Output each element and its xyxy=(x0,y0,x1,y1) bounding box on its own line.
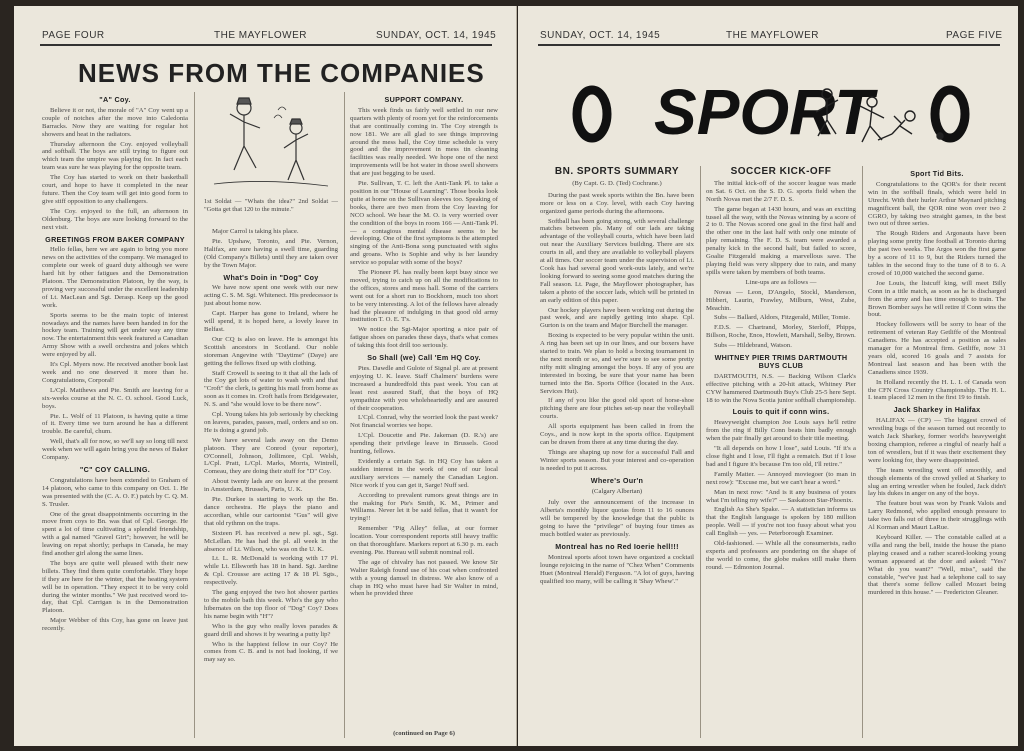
article-paragraph: If any of you like the good old sport of horse-shoe pitching there are four pitches set-up near the volleyball courts. xyxy=(540,397,694,421)
left-paper-name: THE MAYFLOWER xyxy=(214,30,307,41)
page-five xyxy=(518,6,1018,746)
keyboard-killer-brief: Keyboard Killer. — The constable called at a villa and rang the bell, inside the house the piano playing ceased and a rather scared-looking young woman appeared at the door and asked: "Yes? What do you want?" "Well, miss", said the constable, "we've just had a telephone call to say that there's some fellow called Mozart being murdered in this house." — Fredericton Gleaner. xyxy=(868,533,1006,597)
article-paragraph: All sports equipment has been called in from the Coys., and is now kept in the sports office. Equipment can be drawn from there at any time during the day. xyxy=(540,423,694,446)
page-title: NEWS FROM THE COMPANIES xyxy=(78,58,485,88)
article-paragraph: Evidently a certain Sgt. in HQ Coy has taken a sudden interest in the work of one of our local auxiliary services — namely the Canadian Legion. Nice work if you can get it, Sarge! Nuff sed. xyxy=(350,457,498,489)
article-paragraph: In Holland recently the H. L. I. of Canada won the CFN Cross Country Championship. The H. L. I. team placed 12 men in the first 19 to finish. xyxy=(868,378,1006,402)
article-paragraph: Who is the guy who really loves parades & guard drill and shows it by wearing a putty lip? xyxy=(204,622,338,638)
section-heading: What's Doin in "Dog" Coy xyxy=(223,272,319,282)
soldiers-cartoon xyxy=(204,88,334,196)
sport-banner-graphic xyxy=(572,64,972,160)
article-paragraph: Softball has been going strong, with several challenge matches between pls. Many of our lads are taking advantage of the volleyball courts, which have been laid out near the Auxiliary Services building. There are six courts in all, and they are available to volleyball players at all times. Our soccer team under the supervision of Lt. Cook has had several good work-outs lately, and we're looking forward to seeing some good matches during the Fall season. Lt. Page, the Mayflower photographer, has taken a photo of the soccer lads, which will be printed in an early edition of this paper. xyxy=(540,217,694,304)
news-brief: Family Matter. — Annoyed moviegoer (to man in next row): "Excuse me, but we can't hear a word." xyxy=(706,470,856,486)
news-brief: English As She's Spake. — A statistician informs us that the English language is spoken by 180 million people. Well — if you're not too fussy about what you call English — yes. — Peterborough Examiner. xyxy=(706,506,856,538)
column-divider xyxy=(344,92,345,738)
right-page-label: PAGE FIVE xyxy=(946,30,1003,41)
right-date: SUNDAY, OCT. 14, 1945 xyxy=(540,30,661,41)
right-paper-name: THE MAYFLOWER xyxy=(726,30,819,41)
montreal-heading: Montreal has no Red Ioerie hell!!! xyxy=(555,541,679,551)
article-paragraph: Sports seems to be the main topic of interest nowadays and the names have been handed in for the hockey team. Training will get under way any time now. The entertainment this week featured a Canadian Army Show with a swell orchestra and jokes which were enjoyed by all. xyxy=(42,311,188,359)
section-heading: SUPPORT COMPANY. xyxy=(384,95,464,104)
article-paragraph: Our hockey players have been working out during the past week, and are rapidly getting into shape. Cpl. Gurton is on the team and Major Burchell the manager. xyxy=(540,306,694,330)
article-paragraph: The game began at 1430 hours, and was an exciting tussel all the way, with the Novas winning by a score of 2 to 0. The Novas scored one goal in the first half and the other one in the last half with only one minute of play remaining. The F. D. S. team were awarded a penalty kick in the second half, but failed to score, Goalie Fitzgerald making a marvellous save. The playing field was very slippery due to rain, and many spills were taken by members of both teams. xyxy=(706,205,856,276)
article-paragraph: The feature bout was won by Frank Valois and Larry Redmond, who applied enough pressure to take two falls out of three in their strugglings with Al Korman and Mauri LaRue. xyxy=(868,500,1006,532)
article-paragraph: The boys are quite well pleased with their new billets. They find them quite comfortable. They hope if they are here for the winter, that the heating system will be in operation. "They expect it to be very cold during the winter months." We just received word to-day, that Cpl. Carrigan is in the Demonstration Platoon. xyxy=(42,559,188,615)
article-paragraph: Boxing is expected to be very popular within the unit. A ring has been set up in our lines, and our boxers have started to train. We plan to hold a boxing tournament in the next month or so, and we're sure to see some pretty nifty mitt slinging amongst the boys. If any of you are interested in boxing, be sure that your name has been turned into the Bn. Sports Office (located in the Aux. Services Hut). xyxy=(540,332,694,395)
wheres-ourn-heading: Where's Our'n xyxy=(590,475,644,485)
article-paragraph: Things are shaping up now for a successful Fall and Winter sports season. But your interest and co-operation is needed to put it across. xyxy=(540,448,694,472)
article-paragraph: HALIFAX — (CP) — The biggest crowd of wrestling bugs of the season turned out recently to watch Jack Sharkey, former world's heavyweight boxing champion, referee a ringful of nearly half a ton of wrestlers, but if it was their excitement they were looking for, they were disappointed. xyxy=(868,417,1006,464)
continued-note: (continued on Page 6) xyxy=(393,730,455,737)
louis-heading: Louis to quit if conn wins. xyxy=(732,407,830,417)
article-paragraph: This week finds us fairly well settled in our new quarters with plenty of room yet for the reinforcements that are continually coming in. The Coy strength is now 181. We are all glad to see things improving around the mess hall, the Coy time schedule is very good and the improvement in mess tin cleaning facilities was really needed. We hope one of the next improvements will be hot water in those swell showers that are just begging to be used. xyxy=(350,106,498,178)
right-column-3 xyxy=(868,166,1006,740)
article-paragraph: About twenty lads are on leave at the present in Amsterdam, Brussels, Paris, U. K. xyxy=(204,478,338,494)
article-paragraph: Hockey followers will be sorry to hear of the retirement of veteran Ray Getliffe of the Montreal Canadiens. He has accepted a position as sales manager for a Montreal firm. Getliffe, now 31 years old, scored 16 goals and 7 assists for Montreal last season and has been with the Canadiens since 1939. xyxy=(868,321,1006,376)
left-column-1 xyxy=(42,92,188,740)
lineup-entry: Subs — Hildebrand, Watson. xyxy=(714,342,792,350)
column-divider xyxy=(194,92,195,738)
article-paragraph: Well, that's all for now, so we'll say so long till next week when we will again bring you the news of Baker Company. xyxy=(42,438,188,462)
article-paragraph: The age of chivalry has not passed. We know Sir Walter Raleigh found use of his coat when confronted with a young damsel in distress. We also know of a chap in HQ who must have had Sir Walter in mind, when he provided three xyxy=(350,558,498,598)
article-paragraph: Major Webber of this Coy, has gone on leave just recently. xyxy=(42,617,188,633)
article-paragraph: One of the great disappointments occurring in the move from coys to Bn. was that of Cpl. George. He spent a lot of time cultivating a splendid friendship, with a gal named "Gravel Girt"; however, he will be leaving on repat shortly; perhaps in Canada, he may find another girl along the same lines. xyxy=(42,510,188,558)
newspaper-spread xyxy=(14,6,1018,746)
article-paragraph: Congratulations to the QOR's for their recent win in the softball finals, which were held in Utrecht. With their hurler Arthur Maynard pitching magnificent ball, the QOR nine won over two 2 CGRO, by taking two straight games, in the best two out of three series. xyxy=(868,180,1006,228)
article-paragraph: Pte. L. Wolf of 11 Platoon, is having quite a time of it. Every time we turn around he has a different trouble. Be careful, chum. xyxy=(42,412,188,436)
article-paragraph: Joe Louis, the listcuff king, will meet Billy Conn in a title match, as soon as he is discharged from the army and has time enough to train. The Brown Bomber says he will retire if Conn wins the bout. xyxy=(868,279,1006,319)
left-header-rule xyxy=(40,44,492,46)
soccer-heading: SOCCER KICK-OFF xyxy=(730,166,832,177)
right-column-1 xyxy=(540,166,694,740)
article-paragraph: Hello fellas, here we are again to bring you more news on the activities of the company. We managed to complete our week of guard duty although we were hard hit by other fatigues and the Demonstration Platoon. The Demonstration Platoon, by the way, is proving very successful under the excellent leadership of Lt. MacLean and Sgt. Derasp. Keep up the good work. xyxy=(42,246,188,309)
article-paragraph: Pte. Sullivan, T. C. left the Anti-Tank Pl. to take a position in our "House of Learning". Those books look quite at home on the Sullivan sleeves too. Speaking of books, there are two men from the Coy leaving for NCO school. We hear the M. O. is very worried over the condition of the boys in room 166 — Anti-Tank Pl. — a contagious mental disease seems to be developing. One of the first symptoms is the attempted singing of the Anti-Bona song punctuated with sighs and groans. Who is Sophie and why is her laundry service so popular with some of the boys? xyxy=(350,180,498,267)
article-paragraph: Pte. Upshaw, Toronto, and Pte. Vernon, Halifax, are sure having a swell time, guarding (Old Company's Billets) until they are taken over by the Town Major. xyxy=(204,237,338,269)
lineup-intro: Line-ups are as follows — xyxy=(745,278,817,286)
section-heading: So Shall (we) Call 'Em HQ Coy. xyxy=(367,353,481,363)
banner-text: SPORT xyxy=(654,76,874,148)
news-brief: Man in next row: "And is it any business of yours what I'm telling my wife?" — Saskatoon Star-Phoenix. xyxy=(706,488,856,504)
article-paragraph: Major Carrol is taking his place. xyxy=(212,228,299,235)
sports-summary-heading: BN. SPORTS SUMMARY xyxy=(554,166,680,177)
article-paragraph: Remember "Pig Alley" fellas, at our former location. Your correspondent reports still heavy traffic on that thoroughfare. Markers report at 6.30 p. m. each evening. Pte. Hureau will submit nominal roll. xyxy=(350,525,498,556)
right-column-2 xyxy=(706,166,856,740)
article-paragraph: The initial kick-off of the soccer league was made on Sat. 6 Oct. on the S. D. G. sports field when the North Novas met the 2/7 F. D. S. xyxy=(706,179,856,203)
article-paragraph: DARTMOUTH, N.S. — Backing Wilson Clark's effective pitching with a 20-hit attack, Whitney Pier CYW hammered Dartmouth Buy's Club 25-5 here Sept. 18 to win the Nova Scotia junior softball championship. xyxy=(706,372,856,404)
article-paragraph: According to prevalent rumors great things are in the making for Pte's Smith, K. M., Primer and Williams. Never let it be said fellas, that it wasn't for trying!! xyxy=(350,491,498,523)
article-paragraph: During the past week sports within the Bn. have been more or less on a Coy. level, with each Coy having organized game periods during the afternoons. xyxy=(540,191,694,215)
article-paragraph: It's Cpl. Myers now. He received another book last week and no one deserved it more than he. Congratulations, Corporal! xyxy=(42,361,188,384)
article-paragraph: The Coy. enjoyed to the full, an afternoon in Oldenburg. The boys are sure looking forward to the next visit. xyxy=(42,207,188,231)
article-paragraph: The gang enjoyed the two hot shower parties to the mobile bath this week. Who's the guy who hibernates on the top floor of "Dog" Coy? Does his name begin with "H"? xyxy=(204,589,338,620)
article-paragraph: We have several lads away on the Demo platoon. They are Conrod (your reporter), O'Connell, Johnson, Jollimore, Cpl. Welsh, L/Cpl. Pratt, L/Cpl. Marks, Morris, Wintrell, Comeau, they are doing their stuff for "D" Coy. xyxy=(204,436,338,476)
left-date: SUNDAY, OCT. 14, 1945 xyxy=(376,30,497,41)
article-paragraph: We notice the Sgt-Major sporting a nice pair of fatigue shoes on parades these days, that's what comes of taking this foot drill too seriously. xyxy=(350,326,498,350)
article-paragraph: Pte. Durkee is starting to work up the Bn. dance orchestra. He plays the piano and accordian, while our cartoonist "Gus" will give that old rythmn on the traps. xyxy=(204,496,338,527)
article-paragraph: Capt. Harper has gone to Ireland, where he will spend, it is hoped here, a lovely leave in Belfast. xyxy=(204,310,338,333)
section-heading: "C" COY CALLING. xyxy=(79,464,151,474)
article-paragraph: Who is the happiest fellow in our Coy? He comes from C. B. and is not bad looking, if we may say so. xyxy=(204,640,338,664)
article-paragraph: L'Cpl. Doucette and Pte. Jakeman (D. R.'s) are spending their privilege leave in Brussels. Good hunting, fellows. xyxy=(350,432,498,456)
article-paragraph: Heavyweight champion Joe Louis says he'll retire from the ring if Billy Conn beats him badly enough when the pair finally get around to their title meeting. xyxy=(706,419,856,443)
section-heading: GREETINGS FROM BAKER COMPANY xyxy=(45,234,185,244)
article-paragraph: "It all depends on how I lose", said Louis. "If it's a close fight and I lose, I'll fight a rematch. But if I lose bad and I figure it's because I'm too old, I'll retire." xyxy=(706,445,856,468)
article-paragraph: We have now spent one week with our new acting C. S. M. Sgt. Whitenect. His predecessor is just about home now. xyxy=(204,284,338,308)
article-paragraph: Cpl. Young takes his job seriously by checking on leaves, parades, passes, mail, orders and so on. He is doing a grand job. xyxy=(204,411,338,434)
lineup-entry: Novas — Leon, D'Angelo, Stockl, Manderson, Hibbert, Laurin, Frawley, Milburn, West, Zube, Meachin. xyxy=(706,288,856,312)
left-column-2 xyxy=(204,228,338,740)
lineup-entry: F.D.S. — Chartrand, Morley, Sterloff, Phipps, Billson, Roche, Enos, Howlett, Marshall, Selby, Brown. xyxy=(706,324,856,340)
sharkey-heading: Jack Sharkey in Halifax xyxy=(893,405,981,415)
article-paragraph: The Pioneer Pl. has really been kept busy since we moved, trying to catch up on all the modifications to the offices, stores and mess hall. Some of the carriers went out for a short run to Bockhorn, much too short to be very interesting. A lot of the fellows have already had the pleasure of indulging in that good old army institution T. O. E. T's. xyxy=(350,269,498,324)
article-paragraph: Ptes. Dawdle and Gulote of Signal pl. are at present enjoying U. K. leave. Staff Chalmers' burdens were increased a hundredfold this past week. You can at least rest assured Staff, that the boys of HQ sympathize with you wholeheartedly and are assured of their cooperation. xyxy=(350,365,498,412)
lineup-entry: Subs — Ballard, Aldors, Fitzgerald, Miller, Tomie. xyxy=(714,314,851,322)
left-page-label: PAGE FOUR xyxy=(42,30,105,41)
article-paragraph: The Coy has started to work on their basketball court, and hope to have it completed in the near future. Then the Coy team will get into good form to give stiff opposition to any challengers. xyxy=(42,174,188,205)
article-paragraph: The team wrestling went off smoothly, and though elements of the crowd yelled at Sharkey to slug an erring wrestler when he fouled, Jack didn't lay his dukes in anger on any of the boys. xyxy=(868,466,1006,498)
article-paragraph: The Rough Riders and Argonauts have been playing some pretty fine football at Toronto during the past two weeks. The Argos won the first game by a score of 11 to 9, but the Riders turned the tables in the second fray to the tune of 8 to 6. A crowd of 10,000 watched the second game. xyxy=(868,230,1006,277)
section-heading: "A" Coy. xyxy=(99,95,131,104)
wheres-ourn-byline: (Calgary Albertan) xyxy=(591,487,643,495)
article-paragraph: July over the announcement of the increase in Alberta's monthly liquor quotas from 11 to 16 ounces will be tempered by the knowledge that the public is going to have the "privilege" of buying four times as much bottled water as previously. xyxy=(540,499,694,539)
sports-summary-byline: (By Capt. G. D. (Ted) Cochrane.) xyxy=(572,179,662,187)
whitney-pier-heading: WHITNEY PIER TRIMS DARTMOUTH BUYS CLUB xyxy=(714,353,848,370)
news-brief: Old-fashioned. — While all the consumerists, radio experts and professors are pondering on the shape of the world to come, the globe makes still make them round. — Edmonton Journal. xyxy=(706,540,856,571)
cartoon-caption: 1st Soldat — "Whats the idea?" 2nd Soldat — "Gotta get that 120 to the minute." xyxy=(204,198,338,213)
article-paragraph: L/Cpl. Matthews and Pte. Smith are leaving for a six-weeks course at the N. C. O. school. Good Luck, boys. xyxy=(42,386,188,410)
article-paragraph: Believe it or not, the morale of "A" Coy went up a couple of notches after the move into Caledonia Barracks. Now they are waiting for regular hot showers and heat in the radiators. xyxy=(42,106,188,138)
column-divider xyxy=(862,166,863,738)
right-header-rule xyxy=(538,44,1000,46)
article-paragraph: L'Cpl. Conrad, why the worried look the past week? Not financial worries we hope. xyxy=(350,414,498,430)
article-paragraph: Staff Crowell is seeing to it that all the lads of the Coy get lots of water to wash with and that "Croft" the clerk, is getting his mail from home as soon as it comes in. Croft hails from Bridgewater, N. S. and "she would love to be there now". xyxy=(204,369,338,409)
tid-bits-heading: Sport Tid Bits. xyxy=(910,169,964,178)
article-paragraph: Sixteen Pl. has received a new pl. sgt., Sgt. McLellan. He has had the pl. all week in the absence of Lt. Wilson, who was on the U. K. xyxy=(204,529,338,553)
left-column-3 xyxy=(350,92,498,718)
article-paragraph: Thursday afternoon the Coy. enjoyed volleyball and softball. The boys are still trying to figure out which team the umpire was playing for. In fact each team was sure he was playing for the opposite team. xyxy=(42,140,188,172)
article-paragraph: Lt. L. R. McDonald is working with 17 Pl. while Lt. Ellsworth has 18 in hand. Sgt. Jardine & Cpl. Crousse are acting 17 & 18 Pl. Sgts., respectively. xyxy=(204,555,338,587)
article-paragraph: Montreal sports afoot town have organized a cocktail lounge rejoicing in the name of "Chez When" Comments Huet (Montreal Herald) Ferguson. "A lot of guys, having qualified too many, will be calling it 'Shay Whew'." xyxy=(540,553,694,585)
page-four xyxy=(14,6,517,746)
column-divider xyxy=(700,166,701,738)
article-paragraph: Our CQ is also on leave. He is amongst his Scottish ancestors in Scotland. Our noble storeman Angevine with "Daytime" (Daye) are getting the fellows fixed up with clothing. xyxy=(204,335,338,367)
article-paragraph: Congratulations have been extended to Graham of 14 platoon, who came to this company on Oct. 1. He was presented with the (C. A. O. F.) patch by C. Q. M. S. Trusler. xyxy=(42,476,188,508)
